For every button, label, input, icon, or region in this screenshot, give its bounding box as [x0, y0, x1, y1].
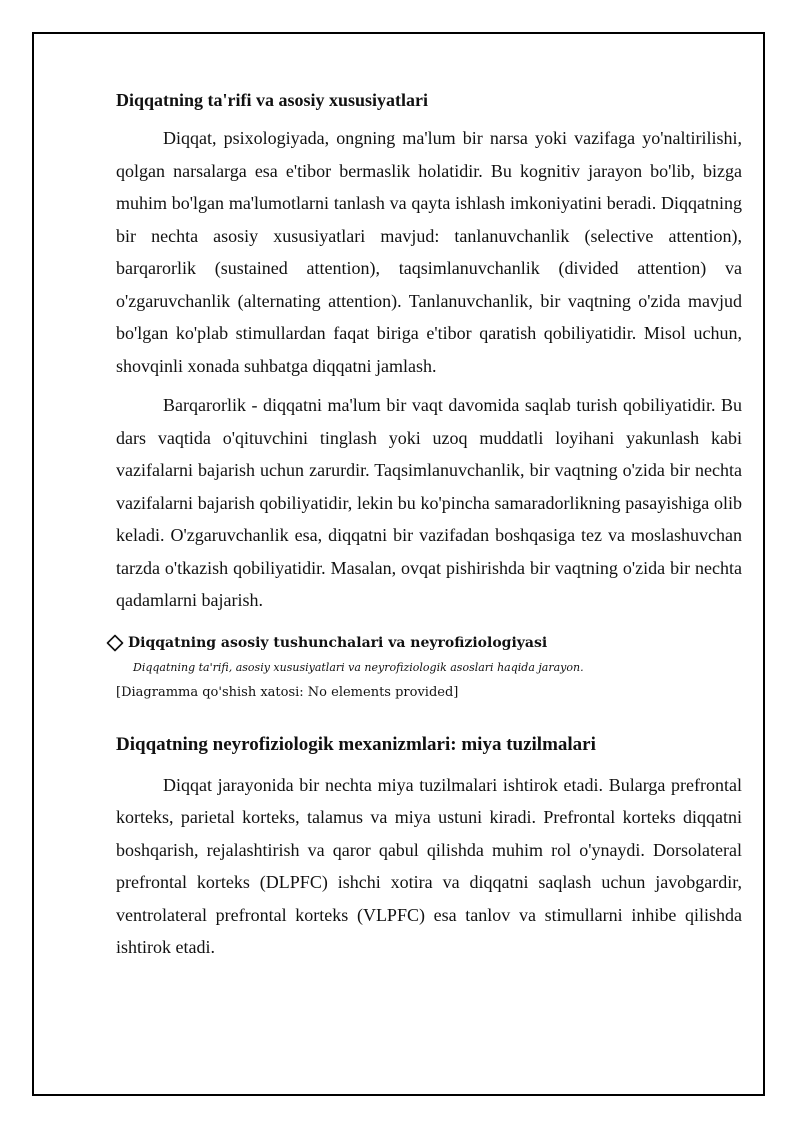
- section-heading: Diqqatning neyrofiziologik mexanizmlari: miya tuzilmalari: [116, 733, 596, 755]
- paragraph: Barqarorlik - diqqatni ma'lum bir vaqt davomida saqlab turish qobiliyatidir. Bu dars vaqtida o'qituvchini tinglash yoki uzoq muddatli loyihani yakunlash kabi vazifalarni bajarish uchun zarurdir. Taqsimlanuvchanlik, bir vaqtning o'zida bir nechta vazifalarni bajarish qobiliyatidir, lekin bu ko'pincha samaradorlikning pasayishiga olib keladi. O'zgaruvchanlik esa, diqqatni bir vazifadan boshqasiga tez va moslashuvchan tarzda o'tkazish qobiliyatidir. Masalan, ovqat pishirishda bir vaqtning o'zida bir nechta qadamlarni bajarish.: [116, 395, 742, 610]
- diagram-title-row: [106, 631, 742, 655]
- section-2: [116, 731, 742, 759]
- paragraph: Diqqat jarayonida bir nechta miya tuzilmalari ishtirok etadi. Bularga prefrontal korteks, parietal korteks, talamus va miya ustuni kiradi. Prefrontal korteks diqqatni boshqarish, rejalashtirish va qaror qabul qilishda muhim rol o'ynaydi. Dorsolateral prefrontal korteks (DLPFC) ishchi xotira va diqqatni saqlash uchun javobgardir, ventrolateral prefrontal korteks (VLPFC) esa tanlov va stimullarni inhibe qilishda ishtirok etadi.: [116, 774, 742, 957]
- diagram-subtitle: Diqqatning ta'rifi, asosiy xususiyatlari va neyrofiziologik asoslari haqida jarayon.: [133, 660, 584, 674]
- diagram-error-message: [Diagramma qo'shish xatosi: No elements provided]: [116, 684, 459, 700]
- diagram-placeholder: [116, 631, 742, 703]
- document-content: [116, 84, 742, 964]
- section-1: [116, 86, 742, 116]
- diagram-title: Diqqatning asosiy tushunchalari va neyrofiziologiyasi: [128, 634, 548, 651]
- section-heading: Diqqatning ta'rifi va asosiy xususiyatlari: [116, 90, 429, 110]
- paragraph: Diqqat, psixologiyada, ongning ma'lum bir narsa yoki vazifaga yo'naltirilishi, qolgan narsalarga esa e'tibor bermaslik holatidir. Bu kognitiv jarayon bo'lib, bizga muhim bo'lgan ma'lumotlarni tanlash va qayta ishlash imkoniyatini beradi. Diqqatning bir nechta asosiy xususiyatlari mavjud: tanlanuvchanlik (selective attention), barqarorlik (sustained attention), taqsimlanuvchanlik (divided attention) va o'zgaruvchanlik (alternating attention). Tanlanuvchanlik, bir vaqtning o'zida mavjud bo'lgan ko'plab stimullardan faqat biriga e'tibor qaratish qobiliyatidir. Misol uchun, shovqinli xonada suhbatga diqqatni jamlash.: [116, 128, 742, 376]
- tag-icon: [106, 634, 124, 652]
